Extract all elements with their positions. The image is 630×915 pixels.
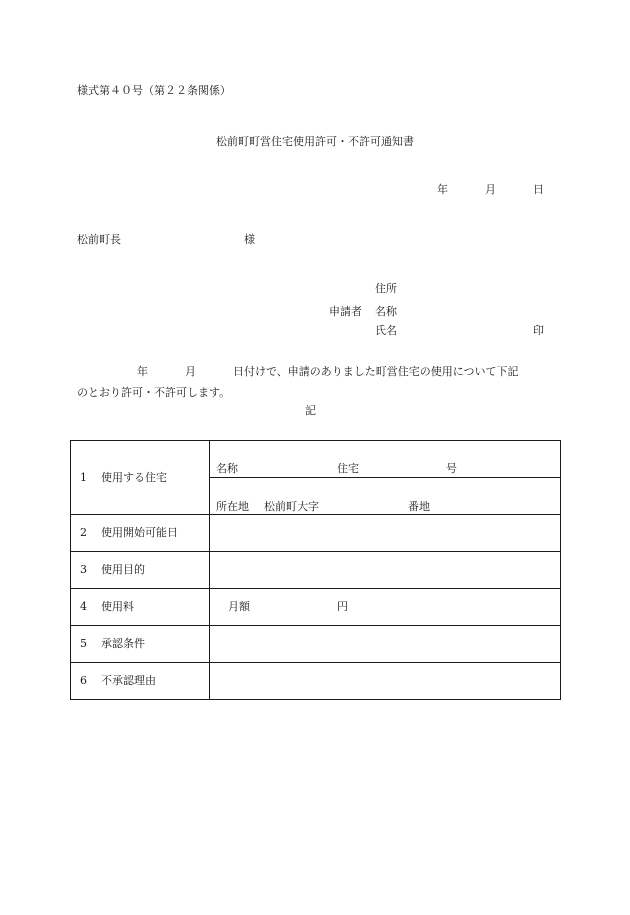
body-year: 年 <box>137 365 148 378</box>
date-day: 日 <box>533 183 544 196</box>
date-month: 月 <box>485 183 496 196</box>
rejection-reason-cell <box>210 663 561 700</box>
row-number: 6 <box>80 674 87 687</box>
notice-table <box>70 440 561 700</box>
date-year: 年 <box>437 183 448 196</box>
row-label-6 <box>71 663 210 700</box>
purpose-cell <box>210 552 561 589</box>
applicant-seal: 印 <box>533 324 544 337</box>
row-label: 使用する住宅 <box>101 470 167 484</box>
applicant-name-label: 名称 <box>375 305 397 318</box>
row-label: 不承認理由 <box>101 674 156 687</box>
fee-yen: 円 <box>337 600 348 613</box>
housing-name-label: 名称 <box>216 462 238 475</box>
conditions-cell <box>210 626 561 663</box>
housing-jutaku: 住宅 <box>337 462 359 475</box>
row-label-1 <box>71 441 210 515</box>
row-number: 2 <box>80 526 87 539</box>
row-number: 5 <box>80 637 87 650</box>
row-label: 使用目的 <box>101 563 145 576</box>
row-label-3 <box>71 552 210 589</box>
ki-heading: 記 <box>305 404 316 417</box>
housing-banchi: 番地 <box>408 500 430 513</box>
body-line2: のとおり許可・不許可します。 <box>77 386 231 399</box>
body-line1: 日付けで、申請のありました町営住宅の使用について下記 <box>233 365 519 378</box>
row-number: 1 <box>80 470 87 484</box>
housing-town: 松前町大字 <box>264 500 319 513</box>
addressee-name: 松前町長 <box>77 233 121 246</box>
applicant-person-label: 氏名 <box>375 324 397 337</box>
fee-cell <box>210 589 561 626</box>
row-number: 4 <box>80 600 87 613</box>
addressee-honorific: 様 <box>244 233 255 246</box>
row-label-4 <box>71 589 210 626</box>
housing-location-label: 所在地 <box>216 500 249 513</box>
row-number: 3 <box>80 563 87 576</box>
housing-location-cell <box>210 478 561 515</box>
body-month: 月 <box>185 365 196 378</box>
housing-go: 号 <box>446 462 457 475</box>
housing-name-cell <box>210 441 561 478</box>
row-label: 使用開始可能日 <box>101 526 178 539</box>
document-title: 松前町町営住宅使用許可・不許可通知書 <box>216 135 414 148</box>
applicant-address-label: 住所 <box>375 282 397 295</box>
row-label-5 <box>71 626 210 663</box>
form-number: 様式第４０号（第２２条関係） <box>77 84 231 97</box>
row-label: 承認条件 <box>101 637 145 650</box>
row-label: 使用料 <box>101 600 134 613</box>
fee-monthly-label: 月額 <box>228 600 250 613</box>
row-label-2 <box>71 515 210 552</box>
applicant-role-label: 申請者 <box>329 305 362 318</box>
start-date-cell <box>210 515 561 552</box>
